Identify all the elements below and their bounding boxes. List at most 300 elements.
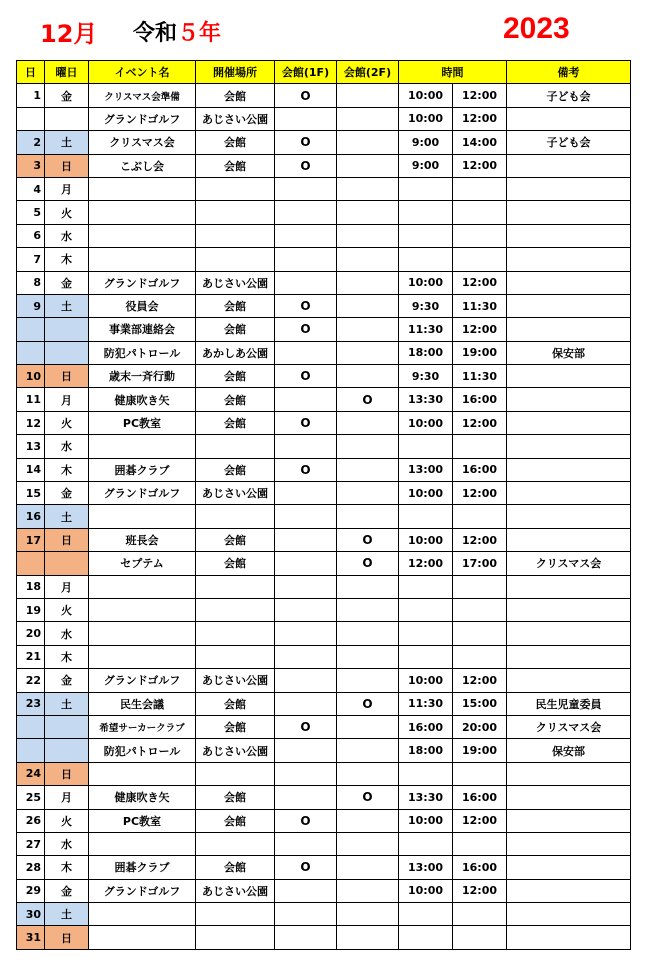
place-cell: 会館 <box>196 692 275 715</box>
hall-1f-cell <box>275 201 337 224</box>
start-time-cell: 10:00 <box>399 411 453 434</box>
end-time-cell <box>453 201 507 224</box>
event-cell: 囲碁クラブ <box>89 458 196 481</box>
start-time-cell: 12:00 <box>399 552 453 575</box>
hall-2f-cell <box>337 177 399 200</box>
note-cell <box>507 201 631 224</box>
weekday-cell: 日 <box>45 365 89 388</box>
hall-2f-cell <box>337 224 399 247</box>
day-cell: 6 <box>17 224 45 247</box>
place-cell <box>196 248 275 271</box>
event-cell: グランドゴルフ <box>89 107 196 130</box>
col-header-notes: 備考 <box>507 61 631 84</box>
table-row <box>17 552 631 575</box>
hall-1f-cell <box>275 903 337 926</box>
start-time-cell: 13:30 <box>399 388 453 411</box>
note-cell <box>507 575 631 598</box>
table-row <box>17 154 631 177</box>
hall-2f-cell <box>337 715 399 738</box>
end-time-cell <box>453 926 507 949</box>
col-header-day: 日 <box>17 61 45 84</box>
event-cell <box>89 201 196 224</box>
place-cell <box>196 575 275 598</box>
start-time-cell <box>399 926 453 949</box>
table-row <box>17 809 631 832</box>
col-header-weekday: 曜日 <box>45 61 89 84</box>
note-cell <box>507 435 631 458</box>
table-row <box>17 575 631 598</box>
end-time-cell <box>453 224 507 247</box>
note-cell <box>507 365 631 388</box>
table-row <box>17 926 631 949</box>
event-cell <box>89 645 196 668</box>
note-cell: 子ども会 <box>507 131 631 154</box>
event-cell: クリスマス会準備 <box>89 84 196 107</box>
place-cell: 会館 <box>196 131 275 154</box>
start-time-cell <box>399 224 453 247</box>
hall-2f-cell <box>337 154 399 177</box>
table-row <box>17 715 631 738</box>
hall-1f-cell <box>275 528 337 551</box>
event-cell <box>89 926 196 949</box>
end-time-cell: 12:00 <box>453 411 507 434</box>
place-cell: 会館 <box>196 786 275 809</box>
header-row <box>17 61 631 84</box>
schedule-table <box>16 60 631 950</box>
hall-2f-cell: O <box>337 528 399 551</box>
weekday-cell: 金 <box>45 271 89 294</box>
start-time-cell: 10:00 <box>399 669 453 692</box>
place-cell: あじさい公園 <box>196 271 275 294</box>
start-time-cell: 10:00 <box>399 107 453 130</box>
end-time-cell: 12:00 <box>453 879 507 902</box>
hall-1f-cell: O <box>275 294 337 317</box>
end-time-cell: 14:00 <box>453 131 507 154</box>
day-cell: 18 <box>17 575 45 598</box>
hall-2f-cell <box>337 879 399 902</box>
place-cell <box>196 926 275 949</box>
day-cell: 25 <box>17 786 45 809</box>
weekday-cell: 木 <box>45 458 89 481</box>
table-row <box>17 201 631 224</box>
weekday-cell: 木 <box>45 856 89 879</box>
event-cell: 班長会 <box>89 528 196 551</box>
start-time-cell: 9:30 <box>399 365 453 388</box>
note-cell: クリスマス会 <box>507 715 631 738</box>
place-cell <box>196 201 275 224</box>
end-time-cell: 11:30 <box>453 294 507 317</box>
note-cell: クリスマス会 <box>507 552 631 575</box>
start-time-cell: 10:00 <box>399 528 453 551</box>
note-cell <box>507 318 631 341</box>
year-title: 2023 <box>503 12 570 45</box>
table-row <box>17 598 631 621</box>
hall-1f-cell <box>275 224 337 247</box>
event-cell <box>89 575 196 598</box>
hall-1f-cell <box>275 177 337 200</box>
weekday-cell: 火 <box>45 598 89 621</box>
table-row <box>17 248 631 271</box>
end-time-cell <box>453 622 507 645</box>
end-time-cell <box>453 832 507 855</box>
weekday-cell: 火 <box>45 809 89 832</box>
event-cell: グランドゴルフ <box>89 271 196 294</box>
hall-2f-cell <box>337 598 399 621</box>
end-time-cell: 20:00 <box>453 715 507 738</box>
schedule-body <box>17 84 631 949</box>
day-cell: 11 <box>17 388 45 411</box>
table-row <box>17 505 631 528</box>
event-cell <box>89 435 196 458</box>
start-time-cell <box>399 903 453 926</box>
day-cell: 1 <box>17 84 45 107</box>
event-cell <box>89 762 196 785</box>
event-cell: PC教室 <box>89 809 196 832</box>
place-cell: あじさい公園 <box>196 739 275 762</box>
place-cell: 会館 <box>196 388 275 411</box>
weekday-cell: 金 <box>45 482 89 505</box>
hall-2f-cell <box>337 575 399 598</box>
note-cell <box>507 248 631 271</box>
note-cell: 保安部 <box>507 739 631 762</box>
table-row <box>17 107 631 130</box>
hall-2f-cell <box>337 739 399 762</box>
event-cell: 健康吹き矢 <box>89 388 196 411</box>
end-time-cell: 12:00 <box>453 482 507 505</box>
event-cell: グランドゴルフ <box>89 669 196 692</box>
weekday-cell: 月 <box>45 575 89 598</box>
note-cell <box>507 224 631 247</box>
weekday-cell: 日 <box>45 154 89 177</box>
weekday-cell: 月 <box>45 388 89 411</box>
weekday-cell: 木 <box>45 645 89 668</box>
place-cell: 会館 <box>196 294 275 317</box>
day-cell: 26 <box>17 809 45 832</box>
hall-2f-cell <box>337 926 399 949</box>
place-cell <box>196 177 275 200</box>
place-cell: あかしあ公園 <box>196 341 275 364</box>
weekday-cell: 土 <box>45 131 89 154</box>
hall-1f-cell <box>275 482 337 505</box>
note-cell <box>507 154 631 177</box>
hall-1f-cell: O <box>275 84 337 107</box>
event-cell <box>89 598 196 621</box>
event-cell: PC教室 <box>89 411 196 434</box>
note-cell <box>507 856 631 879</box>
table-row <box>17 131 631 154</box>
event-cell <box>89 622 196 645</box>
weekday-cell <box>45 715 89 738</box>
start-time-cell: 11:30 <box>399 692 453 715</box>
end-time-cell: 12:00 <box>453 809 507 832</box>
weekday-cell: 水 <box>45 435 89 458</box>
hall-1f-cell: O <box>275 131 337 154</box>
table-row <box>17 622 631 645</box>
day-cell: 17 <box>17 528 45 551</box>
event-cell: グランドゴルフ <box>89 879 196 902</box>
table-row <box>17 739 631 762</box>
place-cell <box>196 224 275 247</box>
day-cell: 16 <box>17 505 45 528</box>
start-time-cell: 9:00 <box>399 131 453 154</box>
table-row <box>17 458 631 481</box>
note-cell <box>507 482 631 505</box>
hall-2f-cell <box>337 435 399 458</box>
hall-2f-cell <box>337 271 399 294</box>
end-time-cell <box>453 598 507 621</box>
end-time-cell: 12:00 <box>453 669 507 692</box>
day-cell: 23 <box>17 692 45 715</box>
hall-2f-cell <box>337 365 399 388</box>
hall-1f-cell <box>275 435 337 458</box>
day-cell: 9 <box>17 294 45 317</box>
day-cell: 28 <box>17 856 45 879</box>
note-cell <box>507 786 631 809</box>
start-time-cell: 10:00 <box>399 809 453 832</box>
hall-2f-cell <box>337 84 399 107</box>
start-time-cell: 16:00 <box>399 715 453 738</box>
day-cell: 19 <box>17 598 45 621</box>
event-cell <box>89 224 196 247</box>
weekday-cell: 土 <box>45 692 89 715</box>
place-cell <box>196 598 275 621</box>
hall-2f-cell <box>337 832 399 855</box>
hall-2f-cell <box>337 645 399 668</box>
day-cell: 3 <box>17 154 45 177</box>
hall-1f-cell <box>275 388 337 411</box>
place-cell: 会館 <box>196 528 275 551</box>
note-cell <box>507 903 631 926</box>
place-cell: 会館 <box>196 458 275 481</box>
place-cell: 会館 <box>196 318 275 341</box>
hall-1f-cell <box>275 598 337 621</box>
table-row <box>17 341 631 364</box>
start-time-cell <box>399 177 453 200</box>
place-cell: 会館 <box>196 84 275 107</box>
start-time-cell: 10:00 <box>399 271 453 294</box>
weekday-cell: 火 <box>45 201 89 224</box>
table-row <box>17 528 631 551</box>
hall-2f-cell: O <box>337 552 399 575</box>
place-cell: あじさい公園 <box>196 669 275 692</box>
hall-1f-cell <box>275 622 337 645</box>
start-time-cell: 18:00 <box>399 739 453 762</box>
place-cell: あじさい公園 <box>196 107 275 130</box>
hall-1f-cell: O <box>275 318 337 341</box>
table-row <box>17 692 631 715</box>
place-cell: 会館 <box>196 856 275 879</box>
hall-1f-cell: O <box>275 411 337 434</box>
hall-2f-cell <box>337 341 399 364</box>
day-cell <box>17 341 45 364</box>
place-cell: 会館 <box>196 715 275 738</box>
col-header-event: イベント名 <box>89 61 196 84</box>
table-row <box>17 388 631 411</box>
end-time-cell: 16:00 <box>453 856 507 879</box>
note-cell <box>507 622 631 645</box>
table-row <box>17 482 631 505</box>
weekday-cell: 水 <box>45 622 89 645</box>
hall-2f-cell <box>337 856 399 879</box>
weekday-cell: 金 <box>45 84 89 107</box>
end-time-cell: 12:00 <box>453 107 507 130</box>
hall-2f-cell: O <box>337 786 399 809</box>
start-time-cell: 11:30 <box>399 318 453 341</box>
event-cell <box>89 177 196 200</box>
day-cell: 31 <box>17 926 45 949</box>
era-year: ５ <box>177 21 200 46</box>
col-header-hall-2f: 会館(2F) <box>337 61 399 84</box>
hall-2f-cell: O <box>337 692 399 715</box>
hall-1f-cell: O <box>275 154 337 177</box>
note-cell <box>507 177 631 200</box>
day-cell: 29 <box>17 879 45 902</box>
table-row <box>17 903 631 926</box>
end-time-cell <box>453 177 507 200</box>
day-cell: 2 <box>17 131 45 154</box>
weekday-cell: 火 <box>45 411 89 434</box>
weekday-cell: 金 <box>45 879 89 902</box>
end-time-cell: 11:30 <box>453 365 507 388</box>
start-time-cell <box>399 645 453 668</box>
hall-1f-cell <box>275 786 337 809</box>
hall-1f-cell <box>275 669 337 692</box>
start-time-cell <box>399 435 453 458</box>
weekday-cell: 木 <box>45 248 89 271</box>
day-cell <box>17 552 45 575</box>
weekday-cell: 土 <box>45 294 89 317</box>
hall-2f-cell <box>337 482 399 505</box>
hall-1f-cell <box>275 832 337 855</box>
end-time-cell <box>453 575 507 598</box>
place-cell: あじさい公園 <box>196 482 275 505</box>
note-cell <box>507 271 631 294</box>
table-row <box>17 224 631 247</box>
era-suffix: 年 <box>199 21 222 46</box>
day-cell: 12 <box>17 411 45 434</box>
end-time-cell: 19:00 <box>453 739 507 762</box>
hall-2f-cell: O <box>337 388 399 411</box>
era-title <box>133 16 221 56</box>
hall-2f-cell <box>337 131 399 154</box>
place-cell <box>196 762 275 785</box>
hall-1f-cell: O <box>275 458 337 481</box>
start-time-cell <box>399 201 453 224</box>
day-cell: 7 <box>17 248 45 271</box>
hall-2f-cell <box>337 294 399 317</box>
hall-1f-cell: O <box>275 365 337 388</box>
end-time-cell: 16:00 <box>453 786 507 809</box>
weekday-cell: 月 <box>45 786 89 809</box>
event-cell <box>89 248 196 271</box>
end-time-cell: 15:00 <box>453 692 507 715</box>
note-cell: 保安部 <box>507 341 631 364</box>
note-cell: 民生児童委員 <box>507 692 631 715</box>
weekday-cell: 土 <box>45 903 89 926</box>
place-cell <box>196 505 275 528</box>
hall-1f-cell <box>275 739 337 762</box>
note-cell <box>507 388 631 411</box>
note-cell <box>507 832 631 855</box>
place-cell: あじさい公園 <box>196 879 275 902</box>
hall-1f-cell <box>275 645 337 668</box>
note-cell <box>507 528 631 551</box>
note-cell <box>507 107 631 130</box>
table-row <box>17 294 631 317</box>
place-cell: 会館 <box>196 154 275 177</box>
event-cell: 役員会 <box>89 294 196 317</box>
end-time-cell <box>453 903 507 926</box>
day-cell: 14 <box>17 458 45 481</box>
era-name: 令和 <box>133 21 178 46</box>
place-cell <box>196 645 275 668</box>
hall-2f-cell <box>337 458 399 481</box>
place-cell: 会館 <box>196 809 275 832</box>
day-cell: 30 <box>17 903 45 926</box>
hall-1f-cell <box>275 926 337 949</box>
end-time-cell: 12:00 <box>453 528 507 551</box>
table-row <box>17 365 631 388</box>
hall-1f-cell: O <box>275 809 337 832</box>
day-cell <box>17 107 45 130</box>
note-cell <box>507 926 631 949</box>
table-row <box>17 879 631 902</box>
weekday-cell: 水 <box>45 832 89 855</box>
table-row <box>17 411 631 434</box>
event-cell: グランドゴルフ <box>89 482 196 505</box>
hall-1f-cell <box>275 271 337 294</box>
hall-2f-cell <box>337 107 399 130</box>
end-time-cell <box>453 435 507 458</box>
event-cell <box>89 903 196 926</box>
event-cell: こぶし会 <box>89 154 196 177</box>
end-time-cell <box>453 505 507 528</box>
table-row <box>17 832 631 855</box>
day-cell <box>17 715 45 738</box>
hall-1f-cell <box>275 107 337 130</box>
hall-1f-cell: O <box>275 715 337 738</box>
day-cell: 8 <box>17 271 45 294</box>
weekday-cell <box>45 341 89 364</box>
table-row <box>17 645 631 668</box>
start-time-cell: 10:00 <box>399 482 453 505</box>
weekday-cell <box>45 107 89 130</box>
day-cell <box>17 739 45 762</box>
day-cell: 20 <box>17 622 45 645</box>
start-time-cell: 10:00 <box>399 879 453 902</box>
hall-2f-cell <box>337 762 399 785</box>
col-header-hall-1f: 会館(1F) <box>275 61 337 84</box>
weekday-cell: 月 <box>45 177 89 200</box>
hall-2f-cell <box>337 411 399 434</box>
day-cell: 24 <box>17 762 45 785</box>
day-cell: 5 <box>17 201 45 224</box>
hall-2f-cell <box>337 903 399 926</box>
weekday-cell <box>45 318 89 341</box>
day-cell: 15 <box>17 482 45 505</box>
table-row <box>17 84 631 107</box>
event-cell <box>89 832 196 855</box>
weekday-cell: 金 <box>45 669 89 692</box>
end-time-cell: 12:00 <box>453 154 507 177</box>
start-time-cell: 9:00 <box>399 154 453 177</box>
note-cell <box>507 669 631 692</box>
weekday-cell: 土 <box>45 505 89 528</box>
start-time-cell: 13:00 <box>399 458 453 481</box>
note-cell <box>507 809 631 832</box>
hall-2f-cell <box>337 505 399 528</box>
hall-1f-cell <box>275 692 337 715</box>
